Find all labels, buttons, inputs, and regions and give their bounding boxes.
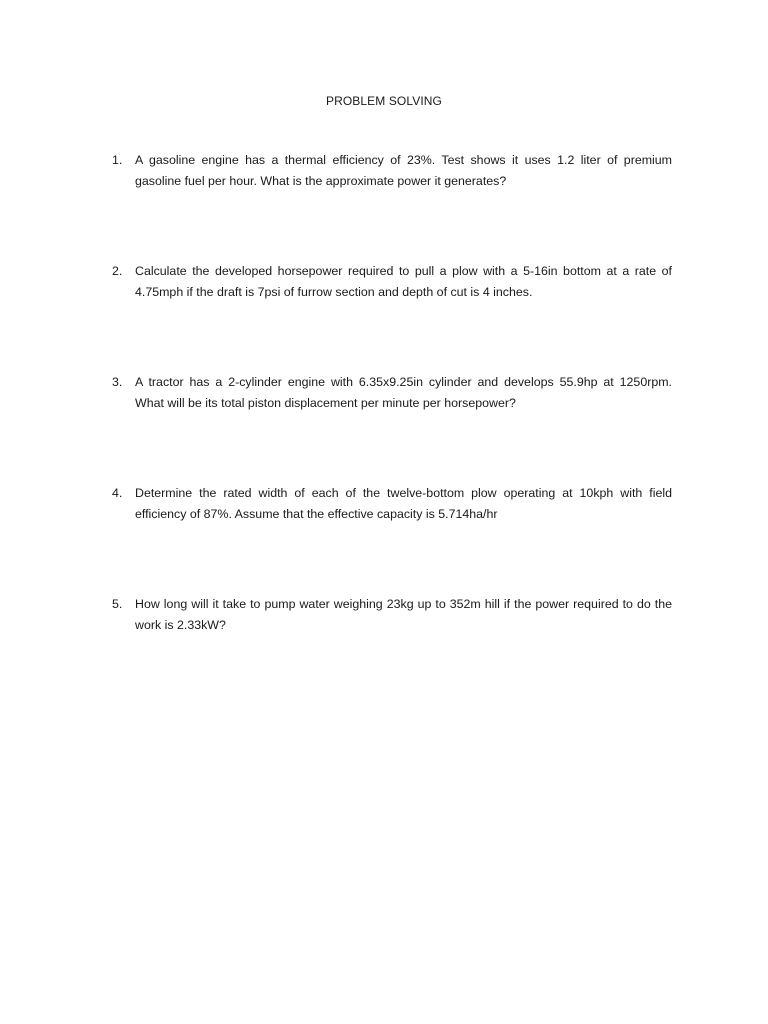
problem-item-2: [112, 261, 672, 302]
problem-text: A gasoline engine has a thermal efficiency of 23%. Test shows it uses 1.2 liter of premium gasoline fuel per hour. What is the approximate power it generates?: [135, 153, 672, 188]
problem-number: 5.: [112, 597, 123, 611]
problem-item-1: [112, 150, 672, 191]
page-title: PROBLEM SOLVING: [326, 94, 442, 108]
problem-text: A tractor has a 2-cylinder engine with 6.35x9.25in cylinder and develops 55.9hp at 1250rpm. What will be its total piston displacement per minute per horsepower?: [135, 375, 672, 410]
problem-number: 2.: [112, 264, 123, 278]
problem-number: 4.: [112, 486, 123, 500]
problem-item-3: [112, 372, 672, 413]
problem-number: 3.: [112, 375, 123, 389]
problem-number: 1.: [112, 153, 123, 167]
problem-item-4: [112, 483, 672, 524]
problem-text: Calculate the developed horsepower required to pull a plow with a 5-16in bottom at a rate of 4.75mph if the draft is 7psi of furrow section and depth of cut is 4 inches.: [135, 264, 672, 299]
problem-text: How long will it take to pump water weighing 23kg up to 352m hill if the power required to do the work is 2.33kW?: [135, 597, 672, 632]
problem-item-5: [112, 594, 672, 635]
problem-text: Determine the rated width of each of the twelve-bottom plow operating at 10kph with field efficiency of 87%. Assume that the effective capacity is 5.714ha/hr: [135, 486, 672, 521]
